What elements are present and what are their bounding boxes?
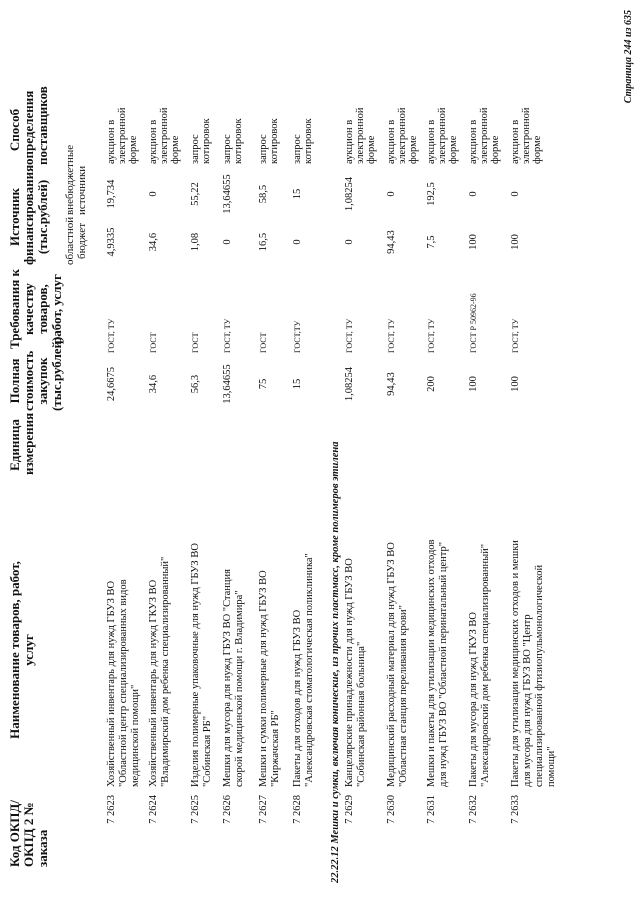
- row-total: 34,6: [148, 374, 159, 394]
- row-name: Пакеты для мусора для нужд ГКУЗ ВО "Александровский дом ребенка специализированный": [468, 543, 491, 787]
- row-method: аукцион в электронной форме: [386, 107, 419, 164]
- row-total: 24,6675: [106, 366, 117, 402]
- row-requirements: ГОСТ Р 50962-96: [469, 293, 478, 353]
- row-method: запрос котировок: [258, 118, 280, 164]
- row-requirements: ГОСТ, ТУ: [387, 318, 396, 353]
- row-method: аукцион в электронной форме: [344, 107, 377, 164]
- row-regional-budget: 100: [468, 234, 479, 250]
- row-number: 7 2629: [344, 795, 355, 824]
- header-financing: Источник финансирования (тыс.рублей): [7, 164, 50, 265]
- row-extrabudgetary: 19,734: [106, 179, 117, 209]
- row-extrabudgetary: 13,64655: [222, 174, 233, 214]
- row-requirements: ГОСТ, ТУ: [107, 318, 116, 353]
- row-number: 7 2630: [386, 795, 397, 824]
- section-heading: [330, 263, 341, 883]
- row-name: Хозяйственный инвентарь для нужд ГБУЗ ВО "Областной центр специализированных видов медицинской помощи": [106, 579, 141, 787]
- row-extrabudgetary: 0: [386, 191, 397, 197]
- row-extrabudgetary: 192,5: [426, 182, 437, 206]
- row-extrabudgetary: 15: [292, 188, 303, 200]
- row-regional-budget: 1,08: [190, 232, 201, 252]
- row-number: 7 2623: [106, 795, 117, 824]
- row-number: 7 2628: [292, 795, 303, 824]
- row-total: 15: [292, 378, 303, 390]
- row-requirements: ГОСТ, ТУ: [345, 318, 354, 353]
- row-regional-budget: 100: [510, 234, 521, 250]
- header-financing-regional: областной бюджет: [64, 216, 88, 265]
- row-method: аукцион в электронной форме: [426, 107, 459, 164]
- section-label: Мешки и сумки, включая конические, из прочих пластмасс, кроме полимеров этилена: [330, 441, 341, 844]
- row-method: аукцион в электронной форме: [468, 107, 501, 164]
- row-number: 7 2625: [190, 795, 201, 824]
- row-number: 7 2627: [258, 795, 269, 824]
- header-unit: Единица измерения: [7, 412, 36, 475]
- row-extrabudgetary: 55,22: [190, 182, 201, 206]
- row-regional-budget: 4,9335: [106, 227, 117, 257]
- row-name: Хозяйственный инвентарь для нужд ГКУЗ ВО "Владимирский дом ребенка специализированный": [148, 556, 171, 787]
- row-extrabudgetary: 58,5: [258, 184, 269, 204]
- row-method: запрос котировок: [190, 118, 212, 164]
- row-method: аукцион в электронной форме: [510, 107, 543, 164]
- row-number: 7 2632: [468, 795, 479, 824]
- row-extrabudgetary: 1,08254: [344, 176, 355, 212]
- row-regional-budget: 0: [222, 239, 233, 245]
- row-total: 200: [426, 376, 437, 392]
- row-total: 1,08254: [344, 366, 355, 402]
- row-total: 13,64655: [222, 364, 233, 404]
- section-code: 22.22.12: [330, 846, 341, 883]
- row-method: запрос котировок: [222, 118, 244, 164]
- row-extrabudgetary: 0: [468, 191, 479, 197]
- row-regional-budget: 94,43: [386, 230, 397, 254]
- row-requirements: ГОСТ, ТУ: [511, 318, 520, 353]
- row-method: аукцион в электронной форме: [106, 107, 139, 164]
- row-name: Изделия полимерные упаковочные для нужд ГБУЗ ВО "Собинская РБ": [190, 543, 213, 787]
- row-regional-budget: 34,6: [148, 232, 159, 252]
- row-name: Мешки и сумки полимерные для нужд ГБУЗ ВО "Киржачская РБ": [258, 570, 281, 787]
- row-number: 7 2633: [510, 795, 521, 824]
- row-extrabudgetary: 0: [510, 191, 521, 197]
- row-total: 56,3: [190, 374, 201, 394]
- row-requirements: ГОСТ: [149, 332, 158, 353]
- row-regional-budget: 0: [344, 239, 355, 245]
- row-number: 7 2624: [148, 795, 159, 824]
- row-total: 100: [510, 376, 521, 392]
- header-method: Способ определения поставщиков: [7, 86, 50, 165]
- row-total: 100: [468, 376, 479, 392]
- row-requirements: ГОСТ: [259, 332, 268, 353]
- row-number: 7 2631: [426, 795, 437, 824]
- row-total: 94,43: [386, 372, 397, 396]
- header-total: Полная стоимость закупок (тыс.рублей): [7, 336, 64, 411]
- row-total: 75: [258, 378, 269, 390]
- row-method: запрос котировок: [292, 118, 314, 164]
- header-code: Код ОКПД/ ОКПД 2 № заказа: [7, 800, 50, 867]
- row-requirements: ГОСТ, ТУ: [223, 318, 232, 353]
- row-name: Канцелярские принадлежности для нужд ГБУЗ ВО "Собинская районная больница": [344, 558, 367, 787]
- row-name: Мешки для мусора для нужд ГБУЗ ВО "Станция скорой медицинской помощи г. Владимира": [222, 569, 245, 787]
- row-number: 7 2626: [222, 795, 233, 824]
- row-regional-budget: 0: [292, 239, 303, 245]
- row-method: аукцион в электронной форме: [148, 107, 181, 164]
- row-extrabudgetary: 0: [148, 191, 159, 197]
- header-financing-other: внебюджетные источники: [64, 144, 88, 215]
- row-requirements: ГОСТ, ТУ: [427, 318, 436, 353]
- row-regional-budget: 7,5: [426, 235, 437, 249]
- header-name: Наименование товаров, работ, услуг: [7, 561, 36, 739]
- row-name: Пакеты для утилизации медицинских отходов и мешки для мусора для нужд ГБУЗ ВО "Центр специализированной фтизиопульмонологической помощи": [510, 540, 557, 787]
- page-footer: Страница 244 из 635: [623, 10, 634, 104]
- row-name: Медицинский расходный материал для нужд ГБУЗ ВО "Областная станция переливания крови": [386, 542, 409, 787]
- row-name: Пакеты для отходов для нужд ГБУЗ ВО "Александровская стоматологическая поликлиника": [292, 553, 315, 787]
- row-name: Мешки и пакеты для утилизации медицинских отходов для нужд ГБУЗ ВО "Областной перинатальный центр": [426, 539, 449, 787]
- row-requirements: ГОСТ,ТУ: [293, 320, 302, 353]
- row-regional-budget: 16,5: [258, 232, 269, 252]
- header-requirements: Требования к качеству товаров, работ, услуг: [7, 269, 64, 349]
- row-requirements: ГОСТ: [191, 332, 200, 353]
